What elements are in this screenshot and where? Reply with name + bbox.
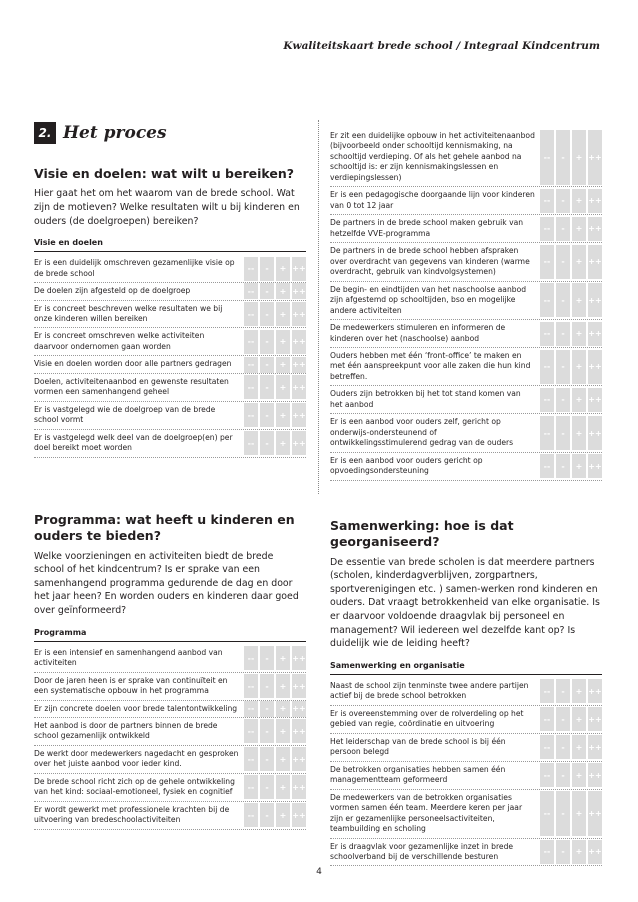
rating-scale — [540, 130, 602, 185]
checklist-row — [34, 255, 306, 283]
checklist-item-text: De partners in de brede school maken gebruik van hetzelfde VVE-programma — [330, 218, 524, 238]
checklist-item-text: Ouders zijn betrokken bij het tot stand komen van het aanbod — [330, 389, 521, 409]
rating-scale — [540, 245, 602, 279]
checklist-row — [34, 774, 306, 802]
rating-option[interactable]: ++ — [292, 674, 306, 698]
checklist-item-text: De werkt door medewerkers nagedacht en gesproken over het juiste aanbod voor ieder kind. — [34, 748, 239, 769]
checklist-item-text: De medewerkers van de betrokken organisaties vormen samen één team. Meerdere keren per jaar zijn er gezamenlijke personeelsactiviteiten, teambuilding en scholing — [330, 792, 523, 834]
table-label-programma: Programma — [34, 628, 306, 642]
rating-option[interactable]: ++ — [292, 701, 306, 717]
checklist-item-text: Er is vastgelegd welk deel van de doelgroep(en) per doel bereikt moet worden — [34, 432, 233, 453]
rating-option[interactable]: ++ — [292, 646, 306, 670]
rating-option[interactable]: ++ — [292, 803, 306, 827]
rating-option[interactable]: -- — [540, 763, 554, 787]
rating-option[interactable]: + — [572, 322, 586, 346]
rating-scale — [244, 431, 306, 455]
rating-option[interactable]: - — [556, 283, 570, 317]
rating-option[interactable]: + — [276, 302, 290, 326]
rating-scale — [540, 735, 602, 759]
rating-option[interactable]: -- — [540, 707, 554, 731]
checklist-row — [34, 430, 306, 458]
rating-option[interactable]: + — [572, 840, 586, 864]
rating-option[interactable]: -- — [244, 747, 258, 771]
rating-option[interactable]: - — [556, 840, 570, 864]
rating-option[interactable]: + — [572, 130, 586, 185]
rating-option[interactable]: - — [260, 330, 274, 354]
rating-option[interactable]: - — [556, 217, 570, 241]
checklist-item-text: Er is een aanbod voor ouders gericht op opvoedingsondersteuning — [330, 455, 483, 476]
right-column-top — [330, 128, 602, 481]
checklist-item-text: Er is een duidelijk omschreven gezamenlijke visie op de brede school — [34, 258, 235, 278]
rating-option[interactable]: ++ — [292, 302, 306, 326]
checklist-row — [34, 328, 306, 356]
rating-option[interactable]: + — [572, 350, 586, 384]
rating-option[interactable]: ++ — [588, 130, 602, 185]
rating-option[interactable]: - — [556, 388, 570, 412]
checklist-row — [34, 701, 306, 718]
rating-option[interactable]: ++ — [588, 763, 602, 787]
rating-option[interactable]: + — [276, 775, 290, 799]
rating-option[interactable]: ++ — [588, 388, 602, 412]
rating-option[interactable]: - — [260, 302, 274, 326]
chapter-heading — [34, 122, 306, 144]
checklist-row — [330, 320, 602, 348]
rating-option[interactable]: + — [276, 701, 290, 717]
rating-option[interactable]: ++ — [588, 735, 602, 759]
checklist-row — [34, 402, 306, 430]
checklist-programma — [34, 645, 306, 830]
rating-option[interactable]: - — [260, 701, 274, 717]
rating-option[interactable]: -- — [540, 454, 554, 478]
rating-option[interactable]: -- — [244, 403, 258, 427]
checklist-row — [330, 762, 602, 790]
rating-scale — [540, 791, 602, 836]
checklist-row — [330, 734, 602, 762]
checklist-row — [34, 301, 306, 329]
rating-option[interactable]: - — [556, 735, 570, 759]
header-title: Kwaliteitskaart brede school / Integraal Kindcentrum — [283, 40, 600, 52]
rating-scale — [244, 701, 306, 717]
checklist-row — [34, 802, 306, 830]
rating-option[interactable]: ++ — [588, 416, 602, 450]
rating-option[interactable]: - — [260, 719, 274, 743]
rating-option[interactable]: -- — [244, 375, 258, 399]
left-column-top — [34, 122, 306, 458]
checklist-row — [34, 356, 306, 373]
rating-scale — [540, 679, 602, 703]
rating-scale — [540, 454, 602, 478]
rating-option[interactable]: + — [276, 747, 290, 771]
rating-scale — [244, 403, 306, 427]
checklist-row — [330, 386, 602, 414]
rating-scale — [244, 330, 306, 354]
rating-option[interactable]: + — [572, 791, 586, 836]
rating-option[interactable]: -- — [244, 283, 258, 299]
rating-scale — [244, 775, 306, 799]
rating-option[interactable]: - — [260, 747, 274, 771]
checklist-item-text: Er is een aanbod voor ouders zelf, gericht op onderwijs-ondersteunend of ontwikkelingsstimulerend gedrag van de ouders — [330, 417, 514, 448]
checklist-row — [330, 215, 602, 243]
rating-scale — [540, 283, 602, 317]
rating-option[interactable]: - — [556, 189, 570, 213]
rating-scale — [244, 283, 306, 299]
rating-option[interactable]: - — [260, 803, 274, 827]
rating-option[interactable]: ++ — [588, 454, 602, 478]
rating-option[interactable]: ++ — [588, 245, 602, 279]
rating-option[interactable]: ++ — [588, 791, 602, 836]
chapter-title: Het proces — [63, 123, 167, 143]
checklist-item-text: Door de jaren heen is er sprake van continuïteit en een systematische opbouw in het programma — [34, 675, 228, 696]
rating-option[interactable]: + — [572, 189, 586, 213]
section-intro-programma: Welke voorzieningen en activiteiten biedt de brede school of het kindcentrum? Is er sprake van een samenhangend programma gedurende de dag en door het jaar heen? En worden ouders en kinderen daar goed over geïnformeerd? — [34, 550, 299, 616]
rating-option[interactable]: + — [276, 719, 290, 743]
rating-scale — [244, 646, 306, 670]
rating-scale — [244, 803, 306, 827]
rating-option[interactable]: ++ — [588, 283, 602, 317]
rating-option[interactable]: - — [260, 403, 274, 427]
rating-option[interactable]: -- — [540, 388, 554, 412]
rating-option[interactable]: ++ — [588, 679, 602, 703]
rating-option[interactable]: -- — [540, 283, 554, 317]
checklist-item-text: Er is overeenstemming over de rolverdeling op het gebied van regie, coördinatie en uitvoering — [330, 708, 524, 729]
checklist-item-text: Er is concreet beschreven welke resultaten we bij onze kinderen willen bereiken — [34, 303, 223, 323]
checklist-row — [330, 839, 602, 867]
rating-option[interactable]: + — [572, 388, 586, 412]
section-title-visie: Visie en doelen: wat wilt u bereiken? — [34, 166, 295, 181]
rating-option[interactable]: + — [276, 257, 290, 281]
section-intro-samenwerking: De essentie van brede scholen is dat meerdere partners (scholen, kinderdagverblijven, zorgpartners, sportverenigingen etc. ) samen-werken rond kinderen en ouders. Dat vraagt betrokkenheid van elke organisatie. Is er daarvoor voldoende draagvlak bij personeel en management? Wil iedereen wel dezelfde kant op? Is duidelijk wie de leiding heeft? — [330, 556, 600, 650]
checklist-row — [34, 645, 306, 673]
rating-option[interactable]: -- — [540, 245, 554, 279]
checklist-item-text: Het aanbod is door de partners binnen de brede school gezamenlijk ontwikkeld — [34, 720, 218, 741]
checklist-item-text: Doelen, activiteitenaanbod en gewenste resultaten vormen een samenhangend geheel — [34, 376, 229, 397]
checklist-item-text: Er is concreet omschreven welke activiteiten daarvoor ondernomen gaan worden — [34, 331, 205, 351]
checklist-row — [330, 414, 602, 452]
table-label-visie: Visie en doelen — [34, 238, 306, 252]
rating-option[interactable]: - — [556, 350, 570, 384]
rating-option[interactable]: ++ — [292, 375, 306, 399]
rating-scale — [244, 719, 306, 743]
checklist-row — [330, 128, 602, 187]
rating-option[interactable]: - — [556, 454, 570, 478]
checklist-row — [330, 187, 602, 215]
checklist-item-text: De partners in de brede school hebben afspraken over overdracht van gegevens van kinderen (warme overdracht, gebruik van kindvolgsystemen) — [330, 246, 530, 277]
checklist-item-text: De brede school richt zich op de gehele ontwikkeling van het kind: sociaal-emotioneel, fysiek en cognitief — [34, 776, 235, 797]
rating-option[interactable]: + — [572, 283, 586, 317]
rating-option[interactable]: ++ — [292, 775, 306, 799]
checklist-item-text: Naast de school zijn tenminste twee andere partijen actief bij de brede school betrokken — [330, 680, 529, 701]
rating-option[interactable]: + — [276, 375, 290, 399]
rating-option[interactable]: -- — [244, 701, 258, 717]
rating-option[interactable]: ++ — [292, 357, 306, 373]
rating-option[interactable]: - — [260, 257, 274, 281]
checklist-item-text: De doelen zijn afgesteld op de doelgroep — [34, 286, 191, 296]
rating-option[interactable]: - — [260, 431, 274, 455]
rating-option[interactable]: + — [276, 674, 290, 698]
checklist-item-text: De begin- en eindtijden van het naschoolse aanbod zijn afgestemd op schooltijden, bso en mogelijke andere activiteiten — [330, 284, 527, 315]
rating-option[interactable]: ++ — [292, 747, 306, 771]
rating-option[interactable]: -- — [244, 302, 258, 326]
rating-option[interactable]: + — [276, 646, 290, 670]
rating-scale — [540, 707, 602, 731]
checklist-item-text: Er is vastgelegd wie de doelgroep van de brede school vormt — [34, 404, 216, 425]
rating-option[interactable]: -- — [540, 735, 554, 759]
rating-option[interactable]: -- — [244, 719, 258, 743]
rating-option[interactable]: -- — [540, 679, 554, 703]
column-divider — [318, 120, 319, 494]
rating-option[interactable]: + — [276, 357, 290, 373]
rating-option[interactable]: ++ — [588, 322, 602, 346]
rating-option[interactable]: -- — [540, 189, 554, 213]
rating-option[interactable]: -- — [540, 791, 554, 836]
table-label-samenwerking: Samenwerking en organisatie — [330, 661, 602, 675]
checklist-activiteiten — [330, 128, 602, 481]
rating-option[interactable]: - — [556, 416, 570, 450]
section-intro-visie: Hier gaat het om het waarom van de brede school. Wat zijn de motieven? Welke resultaten wilt u bij kinderen en ouders (de doelgroepen) bereiken? — [34, 188, 300, 227]
section-title-programma: Programma: wat heeft u kinderen en ouders te bieden? — [34, 512, 295, 544]
rating-option[interactable]: + — [276, 403, 290, 427]
rating-option[interactable]: - — [260, 674, 274, 698]
rating-option[interactable]: + — [572, 679, 586, 703]
checklist-row — [330, 706, 602, 734]
rating-option[interactable]: - — [556, 707, 570, 731]
checklist-row — [330, 243, 602, 281]
rating-option[interactable]: + — [572, 416, 586, 450]
rating-option[interactable]: + — [572, 454, 586, 478]
rating-option[interactable]: -- — [244, 775, 258, 799]
checklist-item-text: Er zijn concrete doelen voor brede talentontwikkeling — [34, 703, 238, 713]
rating-option[interactable]: + — [572, 217, 586, 241]
rating-option[interactable]: - — [556, 130, 570, 185]
rating-option[interactable]: + — [276, 803, 290, 827]
checklist-row — [34, 673, 306, 701]
checklist-item-text: Het leiderschap van de brede school is bij één persoon belegd — [330, 736, 506, 757]
rating-option[interactable]: + — [276, 330, 290, 354]
rating-option[interactable]: -- — [540, 416, 554, 450]
checklist-samenwerking — [330, 678, 602, 867]
checklist-item-text: Er is een intensief en samenhangend aanbod van activiteiten — [34, 647, 223, 668]
rating-scale — [244, 257, 306, 281]
rating-option[interactable]: -- — [540, 217, 554, 241]
rating-option[interactable]: - — [260, 775, 274, 799]
rating-scale — [540, 322, 602, 346]
rating-option[interactable]: - — [556, 763, 570, 787]
rating-option[interactable]: -- — [244, 646, 258, 670]
rating-option[interactable]: ++ — [292, 257, 306, 281]
rating-option[interactable]: - — [260, 646, 274, 670]
rating-option[interactable]: ++ — [588, 350, 602, 384]
rating-option[interactable]: + — [572, 735, 586, 759]
page-number: 4 — [316, 867, 322, 877]
checklist-visie — [34, 255, 306, 458]
rating-option[interactable]: -- — [244, 330, 258, 354]
checklist-item-text: Er zit een duidelijke opbouw in het activiteitenaanbod (bijvoorbeeld onder schooltijd kennismaking, na schooltijd verdieping. Of als het gehele aanbod na schooltijd is: er zijn kennismakingslessen en verdiepingslessen) — [330, 131, 535, 182]
rating-scale — [244, 375, 306, 399]
section-programma — [34, 512, 306, 830]
checklist-item-text: Er is draagvlak voor gezamenlijke inzet in brede schoolverband bij de verschillende besturen — [330, 841, 514, 861]
rating-option[interactable]: -- — [244, 257, 258, 281]
rating-option[interactable]: -- — [540, 350, 554, 384]
rating-option[interactable]: ++ — [292, 330, 306, 354]
checklist-row — [330, 453, 602, 481]
checklist-item-text: Er is een pedagogische doorgaande lijn voor kinderen van 0 tot 12 jaar — [330, 190, 535, 210]
rating-option[interactable]: ++ — [588, 840, 602, 864]
rating-scale — [244, 747, 306, 771]
rating-scale — [540, 840, 602, 864]
checklist-item-text: Visie en doelen worden door alle partners gedragen — [34, 359, 232, 369]
chapter-number: 2. — [34, 122, 56, 144]
rating-option[interactable]: ++ — [292, 283, 306, 299]
checklist-row — [34, 746, 306, 774]
rating-scale — [244, 302, 306, 326]
rating-scale — [540, 350, 602, 384]
rating-option[interactable]: ++ — [588, 189, 602, 213]
checklist-row — [330, 348, 602, 386]
checklist-row — [330, 678, 602, 706]
rating-option[interactable]: + — [572, 707, 586, 731]
rating-scale — [540, 416, 602, 450]
checklist-row — [34, 283, 306, 300]
checklist-item-text: Er wordt gewerkt met professionele krachten bij de uitvoering van bredeschoolactiviteiten — [34, 804, 230, 825]
section-title-samenwerking: Samenwerking: hoe is dat georganiseerd? — [330, 518, 514, 550]
rating-scale — [540, 763, 602, 787]
checklist-item-text: Ouders hebben met één ‘front-office’ te maken en met één aanspreekpunt voor alle zaken die hun kind betreffen. — [330, 350, 531, 381]
rating-option[interactable]: - — [556, 679, 570, 703]
rating-option[interactable]: -- — [540, 840, 554, 864]
rating-scale — [540, 217, 602, 241]
rating-option[interactable]: - — [556, 245, 570, 279]
rating-scale — [244, 674, 306, 698]
rating-option[interactable]: ++ — [588, 217, 602, 241]
rating-option[interactable]: ++ — [292, 403, 306, 427]
rating-option[interactable]: + — [572, 245, 586, 279]
checklist-item-text: De medewerkers stimuleren en informeren de kinderen over het (naschoolse) aanbod — [330, 323, 506, 343]
rating-option[interactable]: -- — [244, 803, 258, 827]
rating-scale — [244, 357, 306, 373]
rating-option[interactable]: + — [572, 763, 586, 787]
checklist-item-text: De betrokken organisaties hebben samen één managementteam geformeerd — [330, 764, 506, 785]
rating-option[interactable]: -- — [244, 431, 258, 455]
rating-option[interactable]: - — [556, 791, 570, 836]
rating-option[interactable]: ++ — [292, 431, 306, 455]
rating-option[interactable]: ++ — [588, 707, 602, 731]
rating-option[interactable]: -- — [244, 674, 258, 698]
rating-option[interactable]: - — [260, 375, 274, 399]
checklist-row — [34, 718, 306, 746]
rating-option[interactable]: - — [260, 283, 274, 299]
rating-scale — [540, 189, 602, 213]
rating-option[interactable]: - — [260, 357, 274, 373]
rating-option[interactable]: -- — [540, 322, 554, 346]
rating-option[interactable]: -- — [540, 130, 554, 185]
rating-option[interactable]: + — [276, 431, 290, 455]
rating-option[interactable]: - — [556, 322, 570, 346]
rating-option[interactable]: + — [276, 283, 290, 299]
checklist-row — [330, 282, 602, 320]
rating-option[interactable]: -- — [244, 357, 258, 373]
checklist-row — [330, 790, 602, 839]
checklist-row — [34, 374, 306, 402]
rating-scale — [540, 388, 602, 412]
rating-option[interactable]: ++ — [292, 719, 306, 743]
section-samenwerking — [330, 518, 602, 866]
